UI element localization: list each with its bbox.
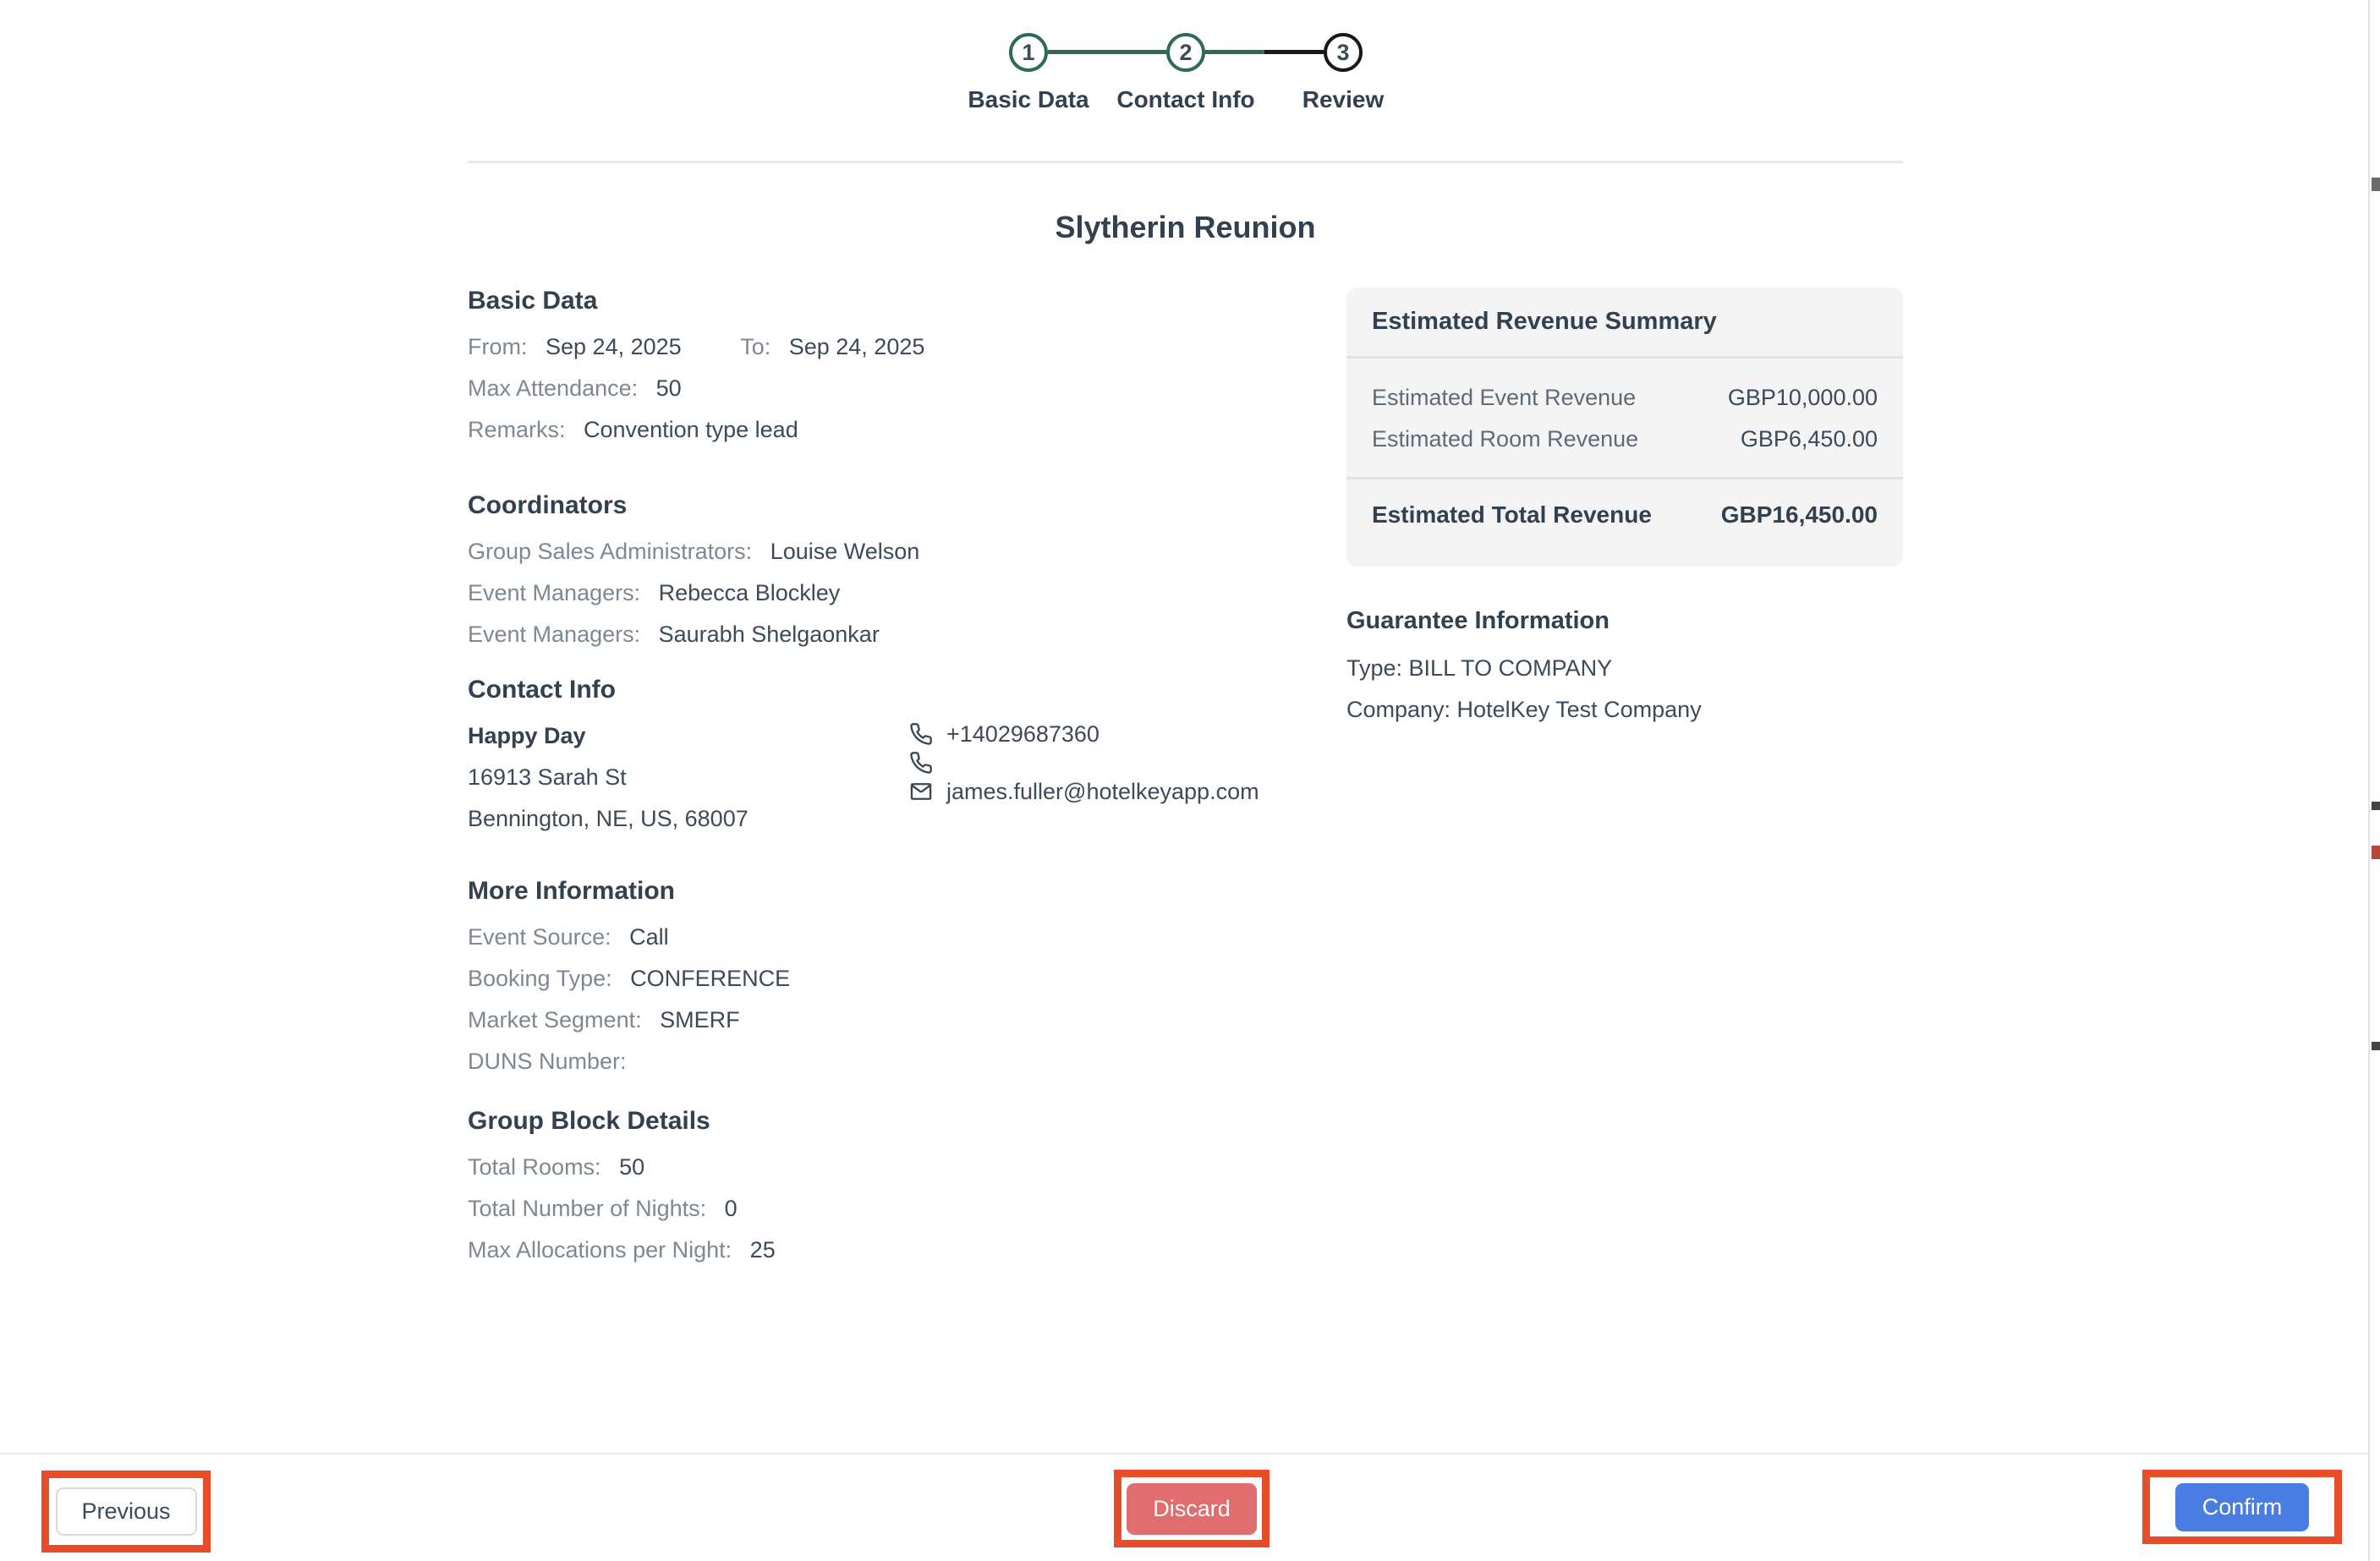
event-source-label: Event Source: — [468, 924, 611, 950]
step-2-label[interactable]: Contact Info — [1116, 86, 1255, 112]
event-source-value: Call — [629, 924, 669, 950]
coordinator-label: Event Managers: — [468, 622, 641, 647]
coordinator-value: Saurabh Shelgaonkar — [658, 622, 880, 647]
step-2-number: 2 — [1179, 39, 1193, 65]
max-attendance-label: Max Attendance: — [468, 375, 639, 401]
guarantee-company: Company: HotelKey Test Company — [1346, 697, 1702, 722]
header-divider — [468, 161, 1903, 163]
discard-button-highlight — [1114, 1470, 1270, 1547]
phone-row — [909, 717, 1259, 751]
revenue-summary-panel — [1346, 288, 1903, 567]
step-3-label[interactable]: Review — [1302, 86, 1385, 112]
contact-city: Bennington, NE, US, 68007 — [468, 806, 749, 831]
from-value: Sep 24, 2025 — [546, 334, 682, 359]
duns-number-row — [468, 1041, 790, 1082]
step-1-label[interactable]: Basic Data — [968, 86, 1089, 112]
guarantee-section — [1346, 602, 1702, 731]
event-source-row — [468, 917, 790, 958]
email-row — [909, 775, 1259, 808]
event-revenue-value: GBP10,000.00 — [1727, 385, 1878, 410]
remarks-row — [468, 409, 924, 451]
step-1-number: 1 — [1022, 39, 1035, 65]
contact-info-heading: Contact Info — [468, 676, 616, 704]
page-title: Slytherin Reunion — [1055, 210, 1316, 244]
right-edge-mark — [2372, 1042, 2380, 1050]
room-revenue-row — [1372, 419, 1878, 460]
coordinators-heading: Coordinators — [468, 491, 628, 519]
total-rooms-row — [468, 1147, 776, 1188]
booking-type-label: Booking Type: — [468, 966, 612, 991]
max-allocations-value: 25 — [749, 1237, 776, 1262]
coordinators-section — [468, 489, 919, 655]
group-block-section — [468, 1104, 776, 1271]
max-attendance-value: 50 — [655, 375, 682, 401]
event-revenue-label: Estimated Event Revenue — [1372, 385, 1637, 410]
coordinator-row — [468, 614, 919, 655]
to-value: Sep 24, 2025 — [788, 334, 925, 359]
phone-row-2 — [909, 751, 1259, 775]
right-edge-mark — [2372, 846, 2380, 859]
market-segment-value: SMERF — [660, 1007, 740, 1032]
right-edge-mark — [2372, 802, 2380, 810]
total-rooms-label: Total Rooms: — [468, 1154, 601, 1180]
total-nights-value: 0 — [724, 1196, 738, 1221]
step-connector-2-3 — [1205, 50, 1324, 54]
room-revenue-label: Estimated Room Revenue — [1372, 426, 1639, 452]
footer-divider — [0, 1453, 2368, 1454]
phone-value: +14029687360 — [946, 721, 1100, 747]
step-1-circle[interactable] — [1009, 33, 1048, 72]
basic-data-section — [468, 284, 924, 451]
confirm-button-highlight — [2142, 1470, 2342, 1544]
total-revenue-label: Estimated Total Revenue — [1372, 501, 1652, 528]
max-allocations-label: Max Allocations per Night: — [468, 1237, 732, 1262]
guarantee-type: Type: BILL TO COMPANY — [1346, 655, 1613, 681]
total-rooms-value: 50 — [619, 1154, 645, 1180]
phone-icon — [909, 751, 933, 775]
basic-data-heading: Basic Data — [468, 287, 598, 315]
duns-number-label: DUNS Number: — [468, 1049, 627, 1074]
previous-button-highlight — [41, 1471, 211, 1553]
coordinator-row — [468, 572, 919, 614]
total-revenue-row — [1372, 479, 1878, 529]
step-3-circle[interactable] — [1324, 33, 1363, 72]
max-allocations-row — [468, 1230, 776, 1271]
email-value: james.fuller@hotelkeyapp.com — [946, 779, 1259, 804]
to-label: To: — [740, 334, 771, 359]
step-3-number: 3 — [1336, 39, 1350, 65]
revenue-summary-heading: Estimated Revenue Summary — [1346, 288, 1903, 359]
date-range-row — [468, 326, 924, 368]
total-revenue-value: GBP16,450.00 — [1720, 501, 1878, 528]
total-nights-row — [468, 1188, 776, 1230]
contact-channels — [909, 717, 1259, 808]
group-block-heading: Group Block Details — [468, 1107, 710, 1135]
email-icon — [909, 780, 933, 803]
confirm-button[interactable]: Confirm — [2175, 1483, 2309, 1531]
coordinator-row — [468, 531, 919, 572]
booking-type-value: CONFERENCE — [630, 966, 791, 991]
total-nights-label: Total Number of Nights: — [468, 1196, 707, 1221]
phone-icon — [909, 722, 933, 746]
scrollbar-thumb[interactable] — [2372, 178, 2380, 191]
right-edge-scrollbar-track[interactable] — [2368, 0, 2380, 1561]
market-segment-row — [468, 1000, 790, 1041]
guarantee-heading: Guarantee Information — [1346, 607, 1610, 634]
previous-button[interactable]: Previous — [56, 1487, 197, 1536]
room-revenue-value: GBP6,450.00 — [1740, 426, 1878, 452]
step-2-circle[interactable] — [1166, 33, 1205, 72]
more-information-section — [468, 874, 790, 1082]
coordinator-value: Louise Welson — [770, 539, 920, 564]
booking-type-row — [468, 958, 790, 1000]
step-connector-1-2 — [1048, 50, 1166, 54]
max-attendance-row — [468, 368, 924, 409]
revenue-summary-body — [1346, 359, 1903, 529]
contact-address: 16913 Sarah St — [468, 764, 627, 790]
more-information-heading: More Information — [468, 877, 675, 905]
coordinator-value: Rebecca Blockley — [658, 580, 841, 605]
coordinator-label: Event Managers: — [468, 580, 641, 605]
event-revenue-row — [1372, 377, 1878, 419]
market-segment-label: Market Segment: — [468, 1007, 642, 1032]
discard-button[interactable]: Discard — [1127, 1483, 1257, 1535]
remarks-label: Remarks: — [468, 417, 566, 442]
contact-name: Happy Day — [468, 723, 586, 748]
remarks-value: Convention type lead — [584, 417, 798, 442]
from-label: From: — [468, 334, 528, 359]
coordinator-label: Group Sales Administrators: — [468, 539, 753, 564]
